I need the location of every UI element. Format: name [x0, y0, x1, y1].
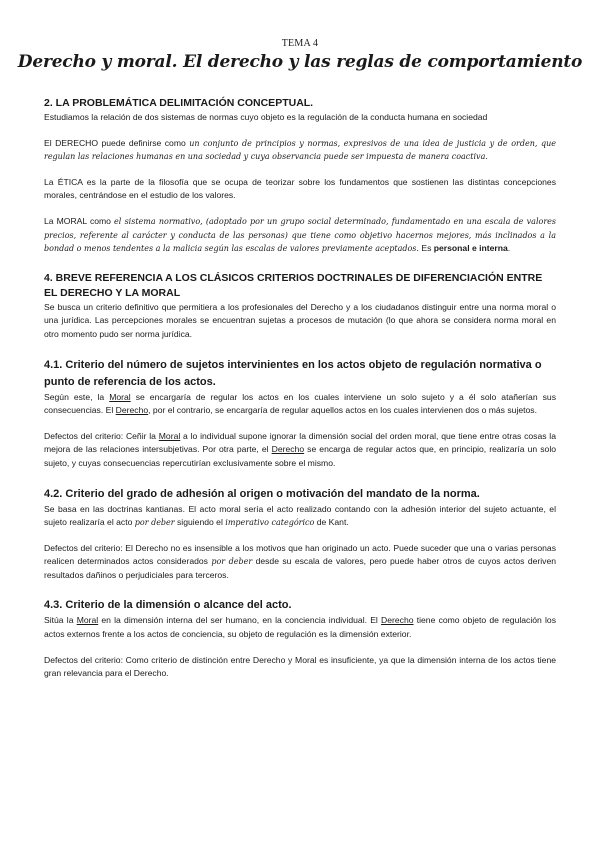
section-4-3-defects: Defectos del criterio: Como criterio de distinción entre Derecho y Moral es insuficiente, ya que la dimensión interna de los actos tiene gran relevancia para el Derecho. [44, 654, 556, 679]
derecho-definition: El DERECHO puede definirse como un conjunto de principios y normas, expresivos de una idea de justicia y de orden, que regulan las relaciones humanas en una sociedad y cuya observancia puede ser impuesta de manera coactiva. [44, 137, 556, 162]
section-4-heading: 4. BREVE REFERENCIA A LOS CLÁSICOS CRITERIOS DOCTRINALES DE DIFERENCIACIÓN ENTRE EL DERECHO Y LA MORAL [44, 271, 543, 299]
section-2-intro: Estudiamos la relación de dos sistemas de normas cuyo objeto es la regulación de la conducta humana en sociedad [44, 112, 488, 122]
derecho-definition-text: un conjunto de principios y normas, expresivos de una idea de justicia y de orden, que regulan las relaciones humanas en una sociedad y cuya observancia puede ser impuesta de manera coactiva. [44, 138, 556, 162]
section-4-text: Se busca un criterio definitivo que permitiera a los profesionales del Derecho y a los ciudadanos distinguir entre una norma moral o una jurídica. Las percepciones morales se encuentran sujetas a procesos de mutación (lo que ahora se considera norma moral en otro momento pudo ser norma jurídica. [44, 301, 556, 339]
document-body [44, 96, 556, 681]
section-4-1-defects: Defectos del criterio: Ceñir la Moral a lo individual supone ignorar la dimensión social del orden moral, que tiene entre otras cosas la mejora de las relaciones intersubjetivas. Por otra parte, el Derecho se encarga de regular actos que, en principio, realizaría un solo sujeto, y cuyas consecuencias repercutirían exclusivamente sobre el mismo. [44, 430, 557, 468]
section-4-3-paragraph: Sitúa la Moral en la dimensión interna del ser humano, en la conciencia individual. El Derecho tiene como objeto de regulación los actos externos frente a los actos de conciencia, su objeto de regulación es la dimensión exterior. [44, 615, 556, 640]
etica-definition: La ÉTICA es la parte de la filosofía que se ocupa de teorizar sobre los fundamentos que sostienen las distintas concepciones morales, centrándose en el estudio de los valores. [44, 176, 556, 201]
section-4-1-heading: 4.1. Criterio del número de sujetos intervinientes en los actos objeto de regulación normativa o punto de referencia de los actos. [44, 358, 542, 388]
section-4-1-paragraph: Según este, la Moral se encargaría de regular los actos en los cuales interviene un solo sujeto y a él solo atañerían sus consecuencias. El Derecho, por el contrario, se encargaría de regular aquellos actos en los cuales intervienen dos o más sujetos. [44, 391, 556, 416]
topic-label: TEMA 4 [281, 38, 319, 49]
moral-definition-text: el sistema normativo, (adoptado por un grupo social determinado, fundamentado en una escala de valores precios, referente al carácter y conducta de las personas) que tiene como objetivo hacernos mejores, más inclinados a la bondad o menos tendentes a la malicia según las escalas de valores previamente aceptados. [44, 216, 556, 254]
section-4-2-defects: Defectos del criterio: El Derecho no es insensible a los motivos que han originado un acto. Puede suceder que una o varias personas realicen determinados actos considerados por deber desde su escala de valores, pero puede haber otros de cuyos actos deriven resultados dañinos o perjudiciales para terceros. [44, 542, 557, 580]
moral-emphasis: personal e interna [433, 243, 508, 254]
derecho-term: El DERECHO [44, 137, 99, 148]
section-2-heading: 2. LA PROBLEMÁTICA DELIMITACIÓN CONCEPTUAL. [44, 97, 314, 109]
section-4-2-heading: 4.2. Criterio del grado de adhesión al origen o motivación del mandato de la norma. [44, 487, 480, 500]
section-4-3-heading: 4.3. Criterio de la dimensión o alcance del acto. [44, 599, 292, 612]
section-4-2-paragraph: Se basa en las doctrinas kantianas. El acto moral sería el acto realizado contando con la adhesión interior del sujeto actuante, el sujeto realizaría el acto por deber siguiendo el imperativo categórico de Kant. [44, 503, 556, 528]
moral-term: La MORAL [44, 215, 87, 226]
document-title: Derecho y moral. El derecho y las reglas de comportamiento [17, 52, 583, 72]
moral-definition: La MORAL como el sistema normativo, (adoptado por un grupo social determinado, fundamentado en una escala de valores precios, referente al carácter y conducta de las personas) que tiene como objetivo hacernos mejores, más inclinados a la bondad o menos tendentes a la malicia según las escalas de valores previamente aceptados. Es personal e interna. [44, 215, 556, 254]
